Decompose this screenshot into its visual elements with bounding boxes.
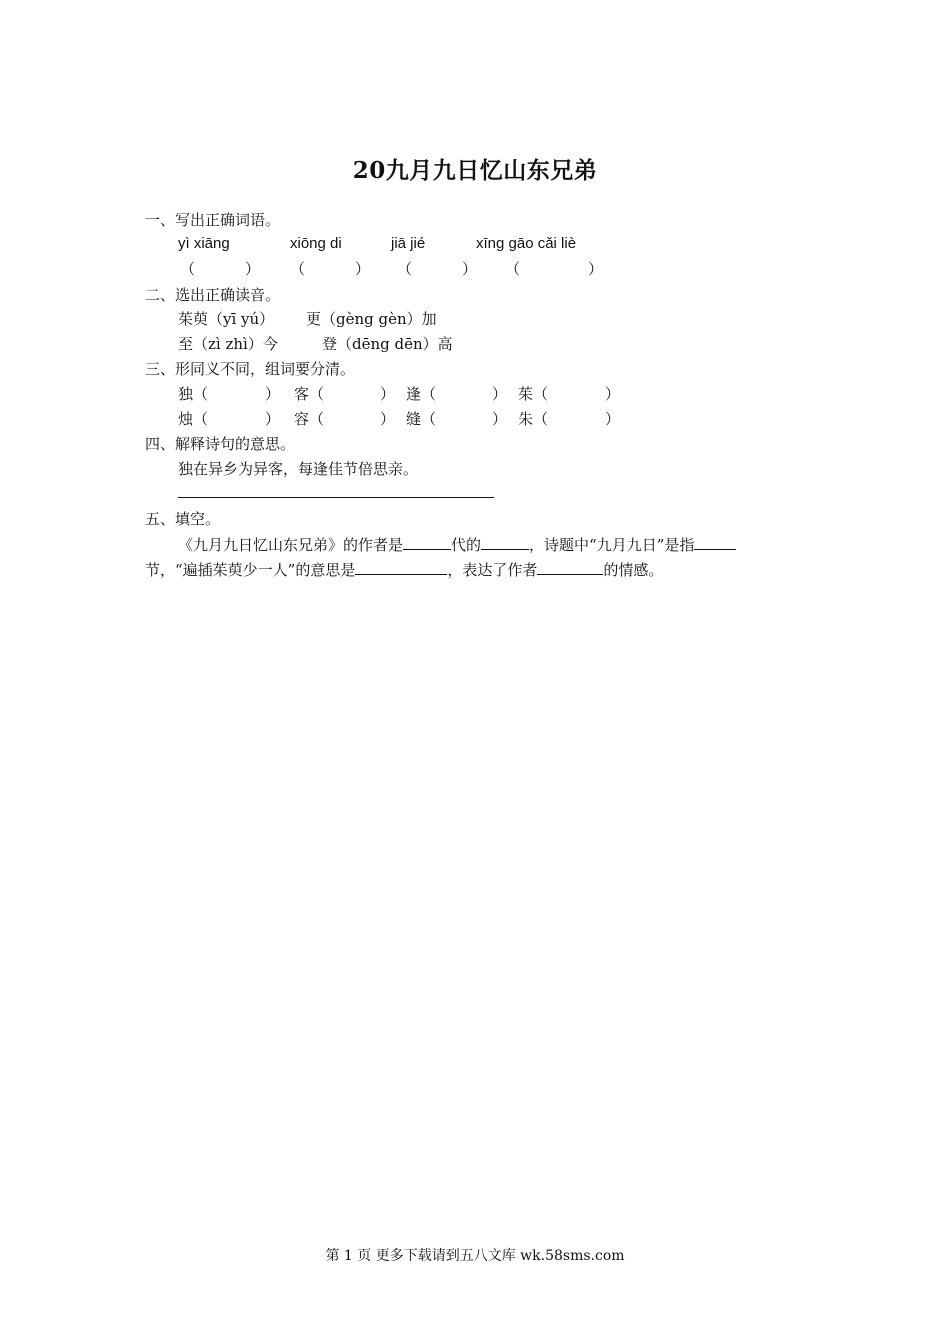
q5-blank-emotion[interactable]	[537, 559, 603, 575]
q3-close-6: ）	[380, 410, 396, 428]
q2-item-2: 更（gèng gèn）加	[306, 310, 437, 328]
q3-close-5: ）	[265, 410, 281, 428]
q3-item-7: 缝（	[406, 410, 437, 428]
q3-item-5: 烛（	[178, 410, 209, 428]
q3-item-1: 独（	[178, 385, 209, 403]
q3-item-6: 容（	[294, 410, 325, 428]
q4-answer-line	[178, 497, 494, 498]
q1-paren-close-3: ）	[462, 260, 478, 278]
q5-line-2	[145, 559, 663, 580]
q5-text-4: 节，“遍插茱萸少一人”的意思是	[145, 561, 356, 579]
q2-item-3: 至（zì zhì）今	[178, 335, 278, 353]
q1-heading: 一、写出正确词语。	[145, 211, 281, 229]
q3-item-8: 朱（	[518, 410, 549, 428]
page-footer: 第 1 页 更多下载请到五八文库 wk.58sms.com	[325, 1248, 625, 1264]
q3-close-2: ）	[380, 385, 396, 403]
q3-item-2: 客（	[294, 385, 325, 403]
q5-text-3: ，诗题中“九月九日”是指	[529, 536, 695, 554]
q1-pinyin-4: xīng gāo cǎi liè	[476, 235, 577, 252]
q1-pinyin-2: xiōng di	[290, 235, 342, 252]
q1-paren-open-4: （	[505, 260, 521, 278]
q3-close-7: ）	[492, 410, 508, 428]
q5-heading: 五、填空。	[145, 510, 221, 528]
q1-paren-close-1: ）	[245, 260, 261, 278]
q5-blank-meaning[interactable]	[355, 559, 447, 575]
q5-text-6: 的情感。	[603, 561, 664, 579]
q3-close-1: ）	[265, 385, 281, 403]
q2-item-1: 茱萸（yī yú）	[178, 310, 275, 328]
q1-paren-open-3: （	[397, 260, 413, 278]
q3-item-4: 茱（	[518, 385, 549, 403]
q3-close-3: ）	[492, 385, 508, 403]
q3-close-4: ）	[605, 385, 621, 403]
q5-blank-dynasty[interactable]	[403, 534, 451, 550]
q5-text-2: 代的	[451, 536, 482, 554]
q5-blank-festival[interactable]	[694, 534, 736, 550]
q3-close-8: ）	[605, 410, 621, 428]
q5-text-1: 《九月九日忆山东兄弟》的作者是	[178, 536, 404, 554]
q1-pinyin-1: yì xiāng	[178, 235, 230, 252]
q1-paren-open-1: （	[180, 260, 196, 278]
q1-pinyin-3: jiā jié	[391, 235, 426, 252]
q1-paren-close-2: ）	[355, 260, 371, 278]
q2-item-4: 登（dēng dēn）高	[322, 335, 453, 353]
q1-paren-close-4: ）	[588, 260, 604, 278]
q3-item-3: 逢（	[406, 385, 437, 403]
q1-paren-open-2: （	[290, 260, 306, 278]
q5-text-5: ，表达了作者	[447, 561, 538, 579]
q3-heading: 三、形同义不同，组词要分清。	[145, 360, 356, 378]
q4-verse: 独在异乡为异客，每逢佳节倍思亲。	[178, 460, 419, 478]
page-title: 20九月九日忆山东兄弟	[352, 157, 598, 184]
q2-heading: 二、选出正确读音。	[145, 286, 281, 304]
q4-heading: 四、解释诗句的意思。	[145, 435, 296, 453]
q5-line-1	[178, 534, 736, 555]
q5-blank-author[interactable]	[481, 534, 529, 550]
